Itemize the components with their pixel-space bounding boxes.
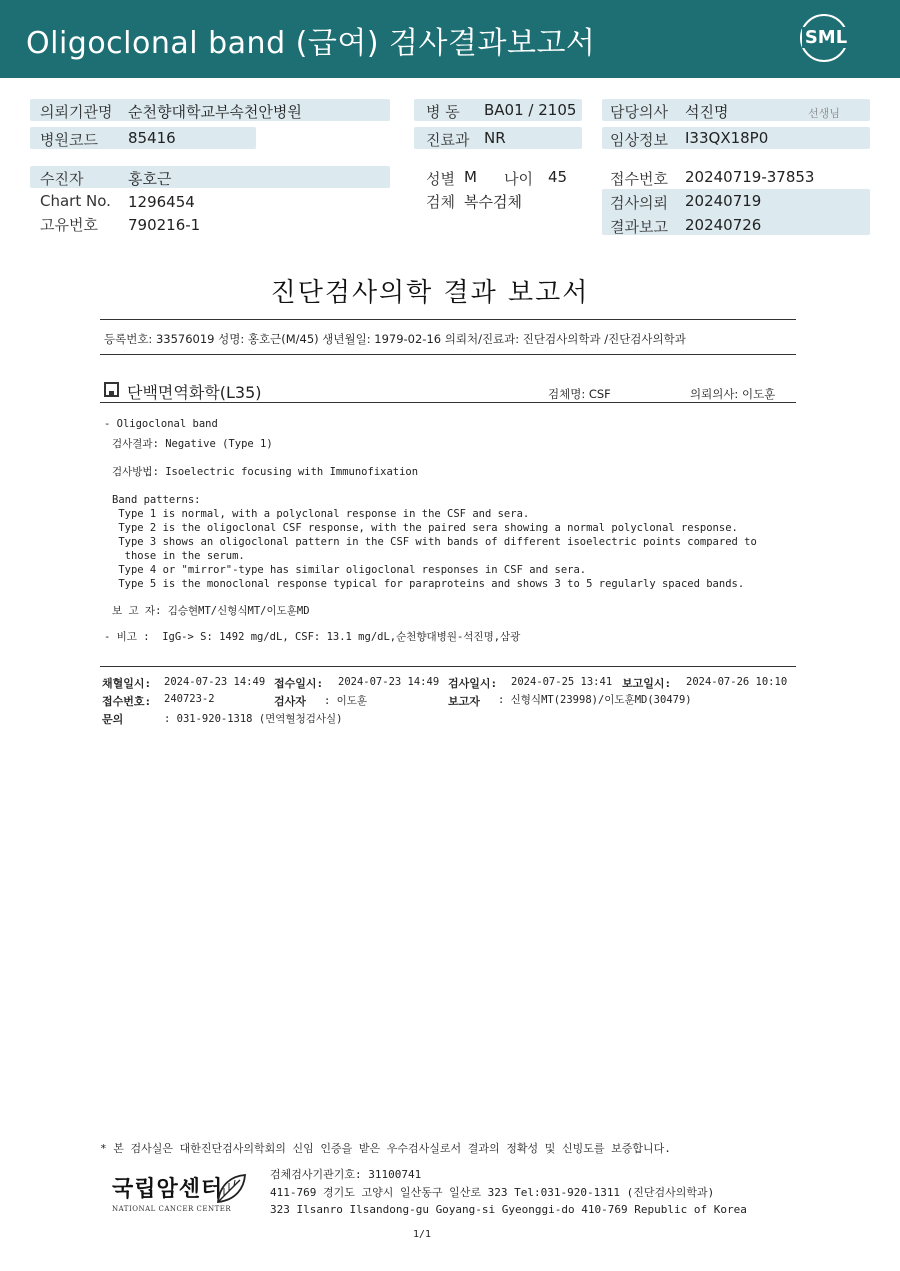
report-header — [0, 0, 900, 78]
divider-reg — [100, 354, 796, 355]
receipt-no-value: 240723-2 — [164, 693, 215, 705]
ward-value: BA01 / 2105 — [484, 101, 577, 119]
band-line: Type 5 is the monoclonal response typical for paraproteins and shows 3 to 5 regularly spaced bands. — [112, 578, 745, 590]
dept-label: 진료과 — [426, 131, 470, 149]
band-line: Type 1 is normal, with a polyclonal response in the CSF and sera. — [112, 508, 530, 520]
institution-code: 검체검사기관기호: 31100741 — [270, 1168, 422, 1181]
clinical-label: 임상정보 — [610, 131, 668, 149]
institution-value: 순천향대학교부속천안병원 — [128, 103, 302, 121]
divider-top — [100, 319, 796, 320]
registration-line: 등록번호: 33576019 성명: 홍호근(M/45) 생년월일: 1979-02-16 의뢰처/진료과: 진단검사의학과 /진단검사의학과 — [104, 332, 686, 346]
test-method: 검사방법: Isoelectric focusing with Immunofixation — [112, 466, 419, 478]
sex-value: M — [464, 168, 477, 186]
logo-english-text: NATIONAL CANCER CENTER — [112, 1205, 232, 1213]
specimen-label: 검체 — [426, 193, 455, 211]
age-label: 나이 — [504, 170, 533, 188]
report-time-value: 2024-07-26 10:10 — [686, 676, 788, 688]
reporter-value: : 신형식MT(23998)/이도훈MD(30479) — [498, 694, 692, 706]
reporters: 보 고 자: 김승현MT/신형식MT/이도훈MD — [112, 605, 310, 617]
dept-value: NR — [484, 129, 506, 147]
address-korean: 411-769 경기도 고양시 일산동구 일산로 323 Tel:031-920-1311 (진단검사의학과) — [270, 1186, 715, 1199]
band-line: Type 2 is the oligoclonal CSF response, with the paired sera showing a normal polyclonal response. — [112, 522, 738, 534]
inquiry-value: : 031-920-1318 (면역혈청검사실) — [164, 713, 343, 725]
doctor-value: 석진명 — [685, 103, 729, 121]
test-time-label: 검사일시: — [448, 677, 498, 690]
band-line: those in the serum. — [112, 550, 245, 562]
clinical-value: I33QX18P0 — [685, 129, 769, 147]
section-heading — [104, 380, 262, 403]
band-line: Type 4 or "mirror"-type has similar oligoclonal responses in CSF and sera. — [112, 564, 587, 576]
logo-korean-text: 국립암센터 — [112, 1177, 224, 1202]
collect-label: 채혈일시: — [102, 677, 152, 690]
chart-label: Chart No. — [40, 192, 111, 210]
sml-logo-text: SML — [802, 27, 850, 48]
band-patterns — [112, 507, 757, 591]
specimen-name: 검체명: CSF — [548, 387, 611, 401]
receive-label: 접수일시: — [274, 677, 324, 690]
divider-section — [100, 402, 796, 403]
test-time-value: 2024-07-25 13:41 — [511, 676, 613, 688]
band-line: Type 3 shows an oligoclonal pattern in the CSF with bands of different isoelectric points compared to — [112, 536, 757, 548]
uid-label: 고유번호 — [40, 216, 98, 234]
patient-row — [30, 166, 390, 188]
chart-value: 1296454 — [128, 193, 195, 211]
doctor-suffix: 선생님 — [808, 107, 840, 120]
sex-label: 성별 — [426, 170, 455, 188]
receive-value: 2024-07-23 14:49 — [338, 676, 440, 688]
tester-label: 검사자 — [274, 695, 306, 708]
receipt-no-label: 접수번호: — [102, 695, 152, 708]
doctor-label: 담당의사 — [610, 103, 668, 121]
main-title: 진단검사의학 결과 보고서 — [270, 278, 590, 308]
square-bullet-icon — [104, 382, 119, 397]
receipt-label: 접수번호 — [610, 170, 668, 188]
leaf-icon — [214, 1172, 248, 1206]
remark: - 비고 : IgG-> S: 1492 mg/dL, CSF: 13.1 mg/dL,순천향대병원-석진명,삼광 — [104, 631, 521, 643]
receipt-value: 20240719-37853 — [685, 168, 815, 186]
report-date-value: 20240726 — [685, 216, 762, 234]
tester-value: : 이도훈 — [324, 695, 368, 707]
section-title: 단백면역화학(L35) — [127, 383, 262, 402]
sml-logo — [800, 14, 850, 64]
age-value: 45 — [548, 168, 568, 186]
page-number: 1/1 — [413, 1229, 432, 1240]
test-name: - Oligoclonal band — [104, 418, 218, 430]
address-english: 323 Ilsanro Ilsandong-gu Goyang-si Gyeonggi-do 410-769 Republic of Korea — [270, 1203, 747, 1216]
institution-label: 의뢰기관명 — [40, 103, 113, 121]
divider-times — [100, 666, 796, 667]
hospital-code-value: 85416 — [128, 129, 176, 147]
band-title: Band patterns: — [112, 494, 201, 506]
report-header-title: Oligoclonal band (급여) 검사결과보고서 — [26, 26, 596, 61]
ward-label: 병 동 — [426, 103, 460, 121]
collect-value: 2024-07-23 14:49 — [164, 676, 266, 688]
certification-note: * 본 검사실은 대한진단검사의학회의 신임 인증을 받은 우수검사실로서 결과의 정확성 및 신빙도를 보증합니다. — [100, 1142, 671, 1155]
request-label: 검사의뢰 — [610, 194, 668, 212]
patient-value: 홍호근 — [128, 170, 172, 188]
test-result: 검사결과: Negative (Type 1) — [112, 438, 273, 450]
hospital-code-label: 병원코드 — [40, 131, 98, 149]
inquiry-label: 문의 — [102, 713, 124, 726]
specimen-value: 복수검체 — [464, 193, 522, 211]
uid-value: 790216-1 — [128, 216, 201, 234]
report-date-label: 결과보고 — [610, 218, 668, 236]
request-value: 20240719 — [685, 192, 762, 210]
patient-label: 수진자 — [40, 170, 84, 188]
reporter-label: 보고자 — [448, 695, 480, 708]
report-time-label: 보고일시: — [622, 677, 672, 690]
requesting-doctor: 의뢰의사: 이도훈 — [690, 387, 776, 401]
